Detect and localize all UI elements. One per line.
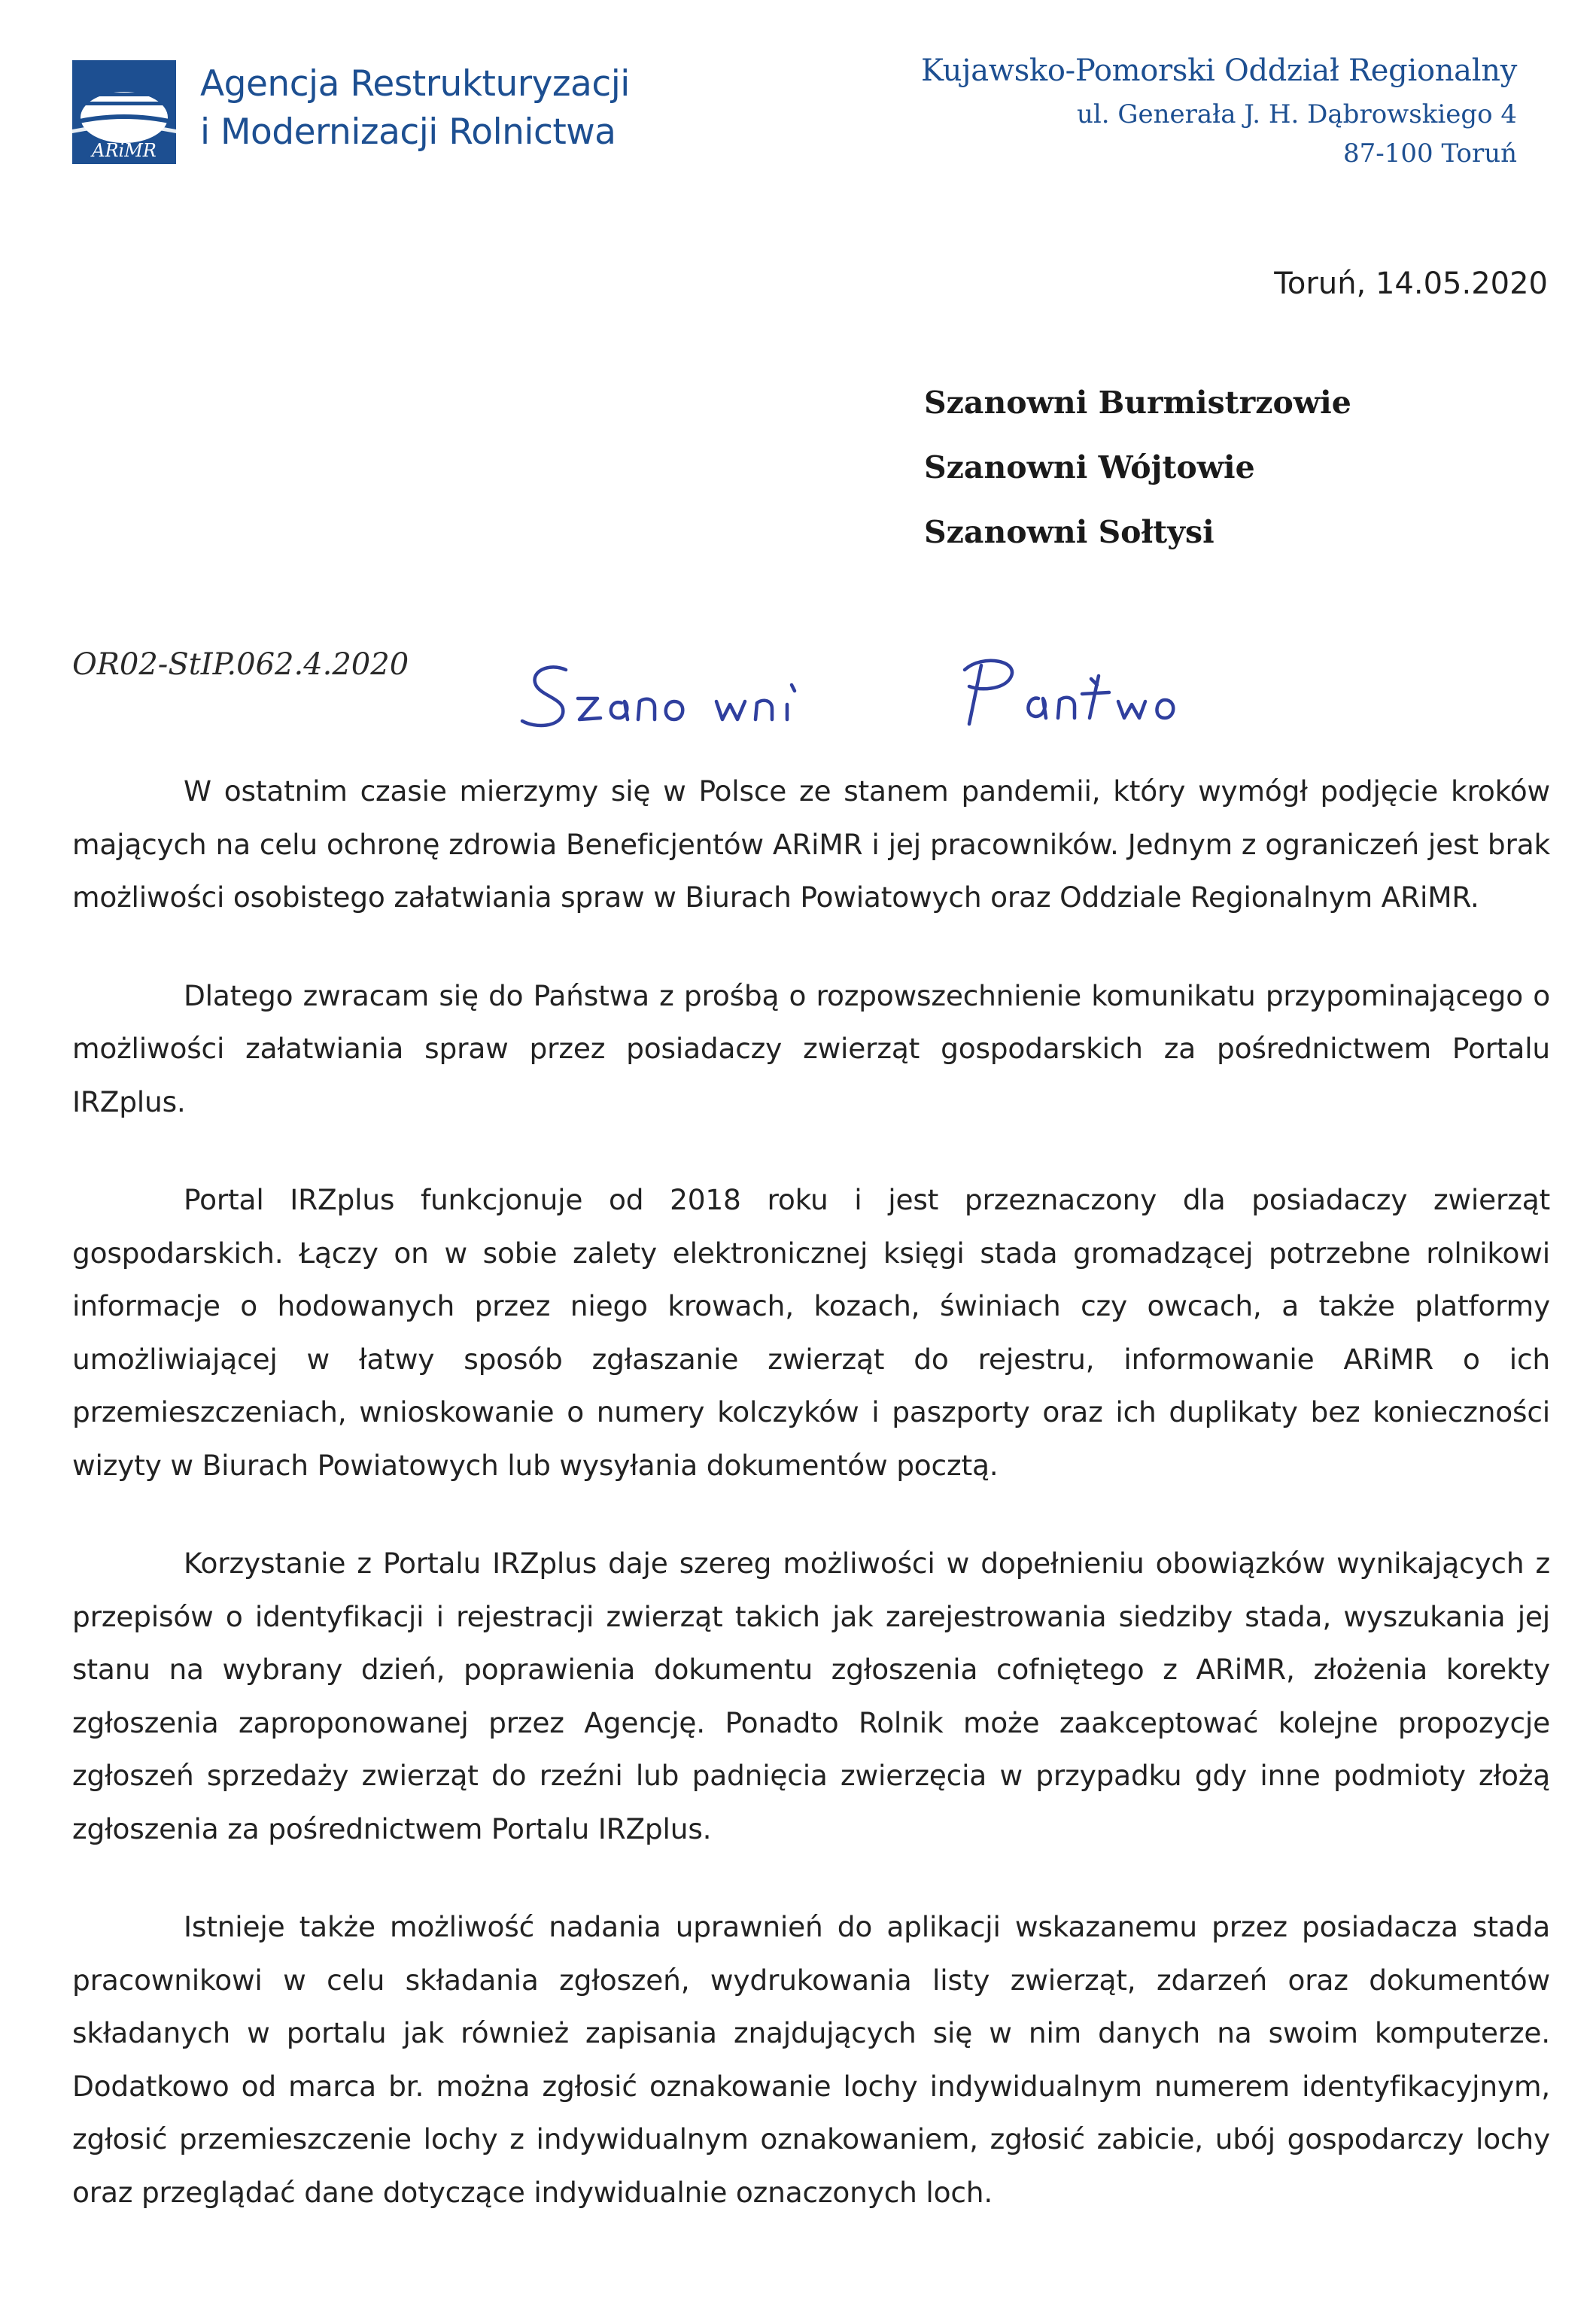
regional-office-street: ul. Generała J. H. Dąbrowskiego 4	[1076, 99, 1517, 129]
arimr-logo	[72, 60, 176, 164]
logo-text: ARiMR	[92, 140, 157, 161]
agency-name-line2: i Modernizacji Rolnictwa	[200, 111, 616, 153]
letter-body	[72, 765, 1550, 2264]
letter-date: Toruń, 14.05.2020	[1274, 266, 1548, 301]
handwritten-salutation-drawing	[519, 646, 1219, 744]
recipient-line: Szanowni Sołtysi	[924, 514, 1214, 550]
body-paragraph: Istnieje także możliwość nadania uprawnień do aplikacji wskazanemu przez posiadacza stada pracownikowi w celu składania zgłoszeń, wydrukowania listy zwierząt, zdarzeń oraz dokumentów składanych w portalu jak również zapisania znajdujących się w nim danych na swoim komputerze. Dodatkowo od marca br. można zgłosić oznakowanie lochy indywidualnym numerem identyfikacyjnym, zgłosić przemieszczenie lochy z indywidualnym oznakowaniem, zgłosić zabicie, ubój gospodarczy lochy oraz przeglądać dane dotyczące indywidualnie oznaczonych loch.	[72, 1910, 1550, 2209]
body-paragraph: W ostatnim czasie mierzymy się w Polsce ze stanem pandemii, który wymógł podjęcie kroków mających na celu ochronę zdrowia Beneficjentów ARiMR i jej pracowników. Jednym z ograniczeń jest brak możliwości osobistego załatwiania spraw w Biurach Powiatowych oraz Oddziale Regionalnym ARiMR.	[72, 774, 1550, 914]
body-paragraph: Portal IRZplus funkcjonuje od 2018 roku i jest przeznaczony dla posiadaczy zwierząt gospodarskich. Łączy on w sobie zalety elektronicznej księgi stada gromadzącej potrzebne rolnikowi informacje o hodowanych przez niego krowach, kozach, świniach czy owcach, a także platformy umożliwiającej w łatwy sposób zgłaszanie zwierząt do rejestru, informowanie ARiMR o ich przemieszczeniach, wnioskowanie o numery kolczyków i paszporty oraz ich duplikaty bez konieczności wizyty w Biurach Powiatowych lub wysyłania dokumentów pocztą.	[72, 1183, 1550, 1482]
agency-name	[200, 60, 630, 157]
reference-number: OR02-StIP.062.4.2020	[72, 647, 409, 682]
body-paragraph: Dlatego zwracam się do Państwa z prośbą o rozpowszechnienie komunikatu przypominającego o możliwości załatwiania spraw przez posiadaczy zwierząt gospodarskich za pośrednictwem Portalu IRZplus.	[72, 978, 1550, 1118]
regional-office-address	[921, 47, 1517, 173]
recipient-line: Szanowni Wójtowie	[924, 449, 1255, 485]
recipients-block	[924, 370, 1351, 564]
regional-office-city: 87-100 Toruń	[1342, 138, 1517, 169]
agency-name-line1: Agencja Restrukturyzacji	[200, 63, 630, 105]
regional-office-name: Kujawsko-Pomorski Oddział Regionalny	[920, 53, 1517, 88]
body-paragraph: Korzystanie z Portalu IRZplus daje szereg możliwości w dopełnieniu obowiązków wynikających z przepisów o identyfikacji i rejestracji zwierząt takich jak zarejestrowania siedziby stada, wyszukania jej stanu na wybrany dzień, poprawienia dokumentu zgłoszenia cofniętego z ARiMR, złożenia korekty zgłoszenia zaproponowanej przez Agencję. Ponadto Rolnik może zaakceptować kolejne propozycje zgłoszeń sprzedaży zwierząt do rzeźni lub padnięcia zwierzęcia w przypadku gdy inne podmioty złożą zgłoszenia za pośrednictwem Portalu IRZplus.	[72, 1547, 1550, 1845]
recipient-line: Szanowni Burmistrzowie	[924, 385, 1351, 421]
arimr-logo-mark	[72, 60, 176, 164]
handwritten-salutation	[519, 646, 1219, 744]
